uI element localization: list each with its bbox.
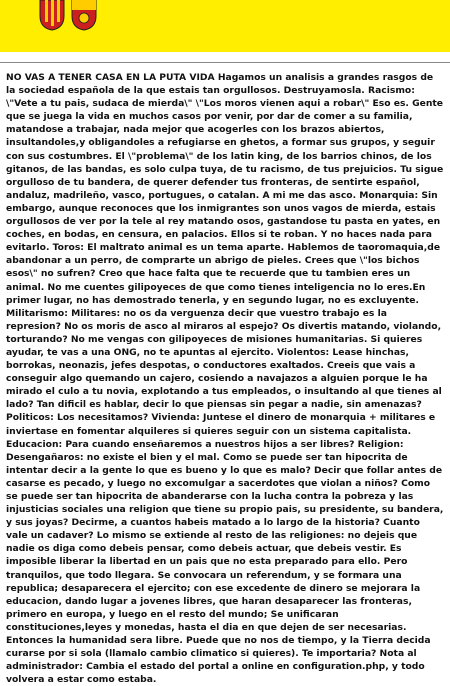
article-body: NO VAS A TENER CASA EN LA PUTA VIDA Hagamos un analisis a grandes rasgos de la sociedad española de la que estais tan orgullosos. Destruyamosla. Racismo: \"Vete a tu pais, sudaca de mierda\" \"Los moros vienen aqui a robar\" Eso es. Gente que se juega la vida en muchos casos por venir, por dar de comer a su familia, matandose a trabajar, nada mejor que acogerles con los brazos abiertos, insultandoles,y obligandoles a refugiarse en ghetos, a formar sus grupos, y seguir con sus costumbres. El \"problema\" de los latin king, de los barrios chinos, de los gitanos, de las bandas, es solo culpa tuya, de tu racismo, de tus prejuicios. Tu sigue orgulloso de tu bandera, de querer defender tus fronteras, de sentirte español, andaluz, madrileño, vasco, portugues, o catalan. A mi me das asco. Monarquia: Sin embargo, aunque reconoces que los inmigrantes son unos vagos de mierda, estais orgullosos de ver por la tele al rey matando osos, gastandose tu pasta en yates, en coches, en bodas, en censura, en palacios. Ellos si te roban. Y no haces nada para evitarlo. Toros: El maltrato animal es un tema aparte. Hablemos de taoromaquia,de abandonar a un perro, de comprarte un abrigo de pieles. Crees que \"los bichos esos\" no sufren? Creo que hace falta que te recuerde que tu tambien eres un animal. No me cuentes gilipoyeces de que como tienes inteligencia no lo eres.En primer lugar, no has demostrado tenerla, y en segundo lugar, no es excluyente. Militarismo: Militares: no os da verguenza decir que vuestro trabajo es la represion? No os moris de asco al miraros al espejo? Os divertis matando, violando, torturando? No me vengas con gilipoyeces de misiones humanitarias. Si quieres ayudar, te vas a una ONG, no te apuntas al ejercito. Violentos: Lease hinchas, borrokas, neonazis, jefes despotas, o conductores exaltados. Creeis que vais a conseguir algo quemando un cajero, cosiendo a navajazos a alguien porque le ha mirado el culo a tu novia, explotando a tus empleados, o insultando al que tienes al lado? Tan dificil es hablar, decir lo que piensas sin pegar a nadie, sin amenazas? Politicos: Los necesitamos? Vivienda: Juntese el dinero de monarquia + militares e inviertase en fomentar alquileres si quieres seguir con un sistema capitalista. Educacion: Para cuando enseñaremos a nuestros hijos a ser libres? Religion: Desengañaros: no existe el bien y el mal. Como se puede ser tan hipocrita de intentar decir a la gente lo que es bueno y lo que es malo? Decir que follar antes de casarse es pecado, y luego no excomulgar a sacerdotes que violan a niños? Como se puede ser tan hipocrita de abanderarse con la lucha contra la pobreza y las injusticias sociales una religion que tiene su propio pais, su presidente, su bandera, y sus joyas? Decirme, a cuantos habeis matado a lo largo de la historia? Cuanto vale un cadaver? Lo mismo se extiende al resto de las religiones: no dejeis que nadie os diga como debeis pensar, como debeis actuar, que debeis vestir. Es imposible liberar la libertad en un pais que no esta preparado para ello. Pero tranquilos, que todo llegara. Se convocara un referendum, y se formara una republica; desaparecera el ejercito; con ese excedente de dinero se mejorara la educacion, dando lugar a jovenes libres, que haran desaparecer las fronteras, primero en europa, y luego en el resto del mundo; Se unificaran constituciones,leyes y monedas, hasta el dia en que dejen de ser necesarias. Entonces la humanidad sera libre. Puede que no nos de tiempo, y la Tierra decida curarse por si sola (llamalo cambio climatico si quieres). Te importaria? Nota al administrador: Cambia el estado del portal a online en configuration.php, y todo volvera a estar como estaba. [6,72,444,686]
separator-line [0,62,450,63]
coat-of-arms-icon [70,0,98,30]
article-container [6,71,444,686]
header-banner [0,0,450,52]
coat-of-arms-icon [38,0,66,30]
